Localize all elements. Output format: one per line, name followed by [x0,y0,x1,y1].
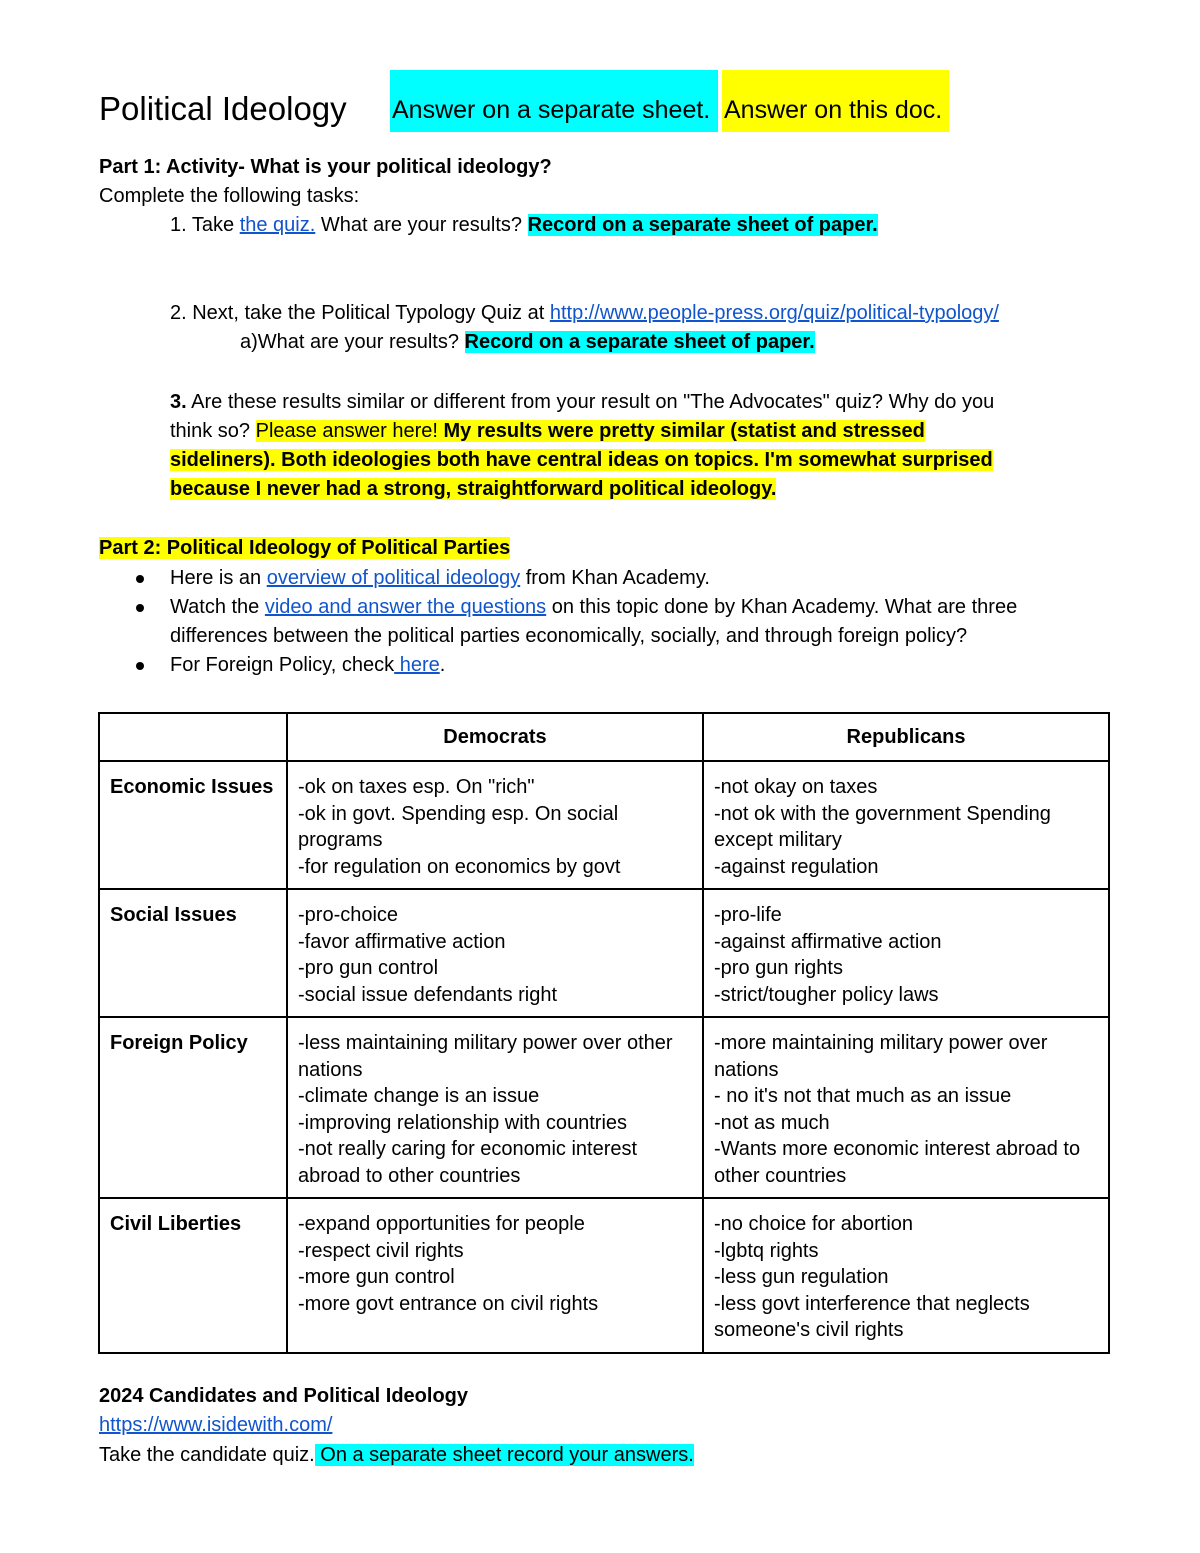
task3-answer-line-3: because I never had a strong, straightforward political ideology. [170,478,777,500]
cell-line: -social issue defendants right [298,983,558,1006]
page-title: Political Ideology [99,90,347,127]
candidates-record-highlight: On a separate sheet record your answers. [314,1444,694,1466]
bullet-dot-icon [136,662,144,670]
cell-line: -pro gun rights [714,957,843,979]
part1-heading: Part 1: Activity- What is your political ideology? [99,156,552,178]
party-comparison-table [98,712,1110,1354]
cell-line: -less gun regulation [714,1266,889,1288]
overview-ideology-link[interactable]: overview of political ideology [266,567,521,589]
part2-heading: Part 2: Political Ideology of Political Parties [99,537,511,559]
table-header-democrats: Democrats [287,713,703,761]
candidates-link-wrap [99,1414,332,1437]
cell-republicans-economic [703,761,1109,889]
table-header-empty [99,713,287,761]
cell-line: -pro-life [714,904,782,926]
task3-answer-line-2: sideliners). Both ideologies both have central ideas on topics. I'm somewhat surprised [170,449,993,471]
task3-answer-line-1: My results were pretty similar (statist and stressed [437,420,925,442]
bullet2-suffix: on this topic done by Khan Academy. What are three [546,596,1018,618]
task-2a [240,331,815,354]
cell-line: -not as much [714,1111,830,1134]
cell-line: -no choice for abortion [714,1213,914,1235]
part2-bullet-3 [170,654,445,677]
cell-line: -less maintaining military power over other nations [298,1032,673,1081]
bullet-dot-icon [136,575,144,583]
cell-line: -climate change is an issue [298,1085,540,1107]
part2-bullet-2 [170,596,1017,619]
cell-line: -lgbtq rights [714,1239,819,1262]
bullet-dot-icon [136,604,144,612]
cell-democrats-social [287,889,703,1017]
answer-on-doc-label: Answer on this doc. [722,70,949,132]
cell-line: -pro gun control [298,957,439,979]
cell-line: -favor affirmative action [298,930,506,953]
foreign-policy-link[interactable]: here [394,654,440,676]
bullet1-suffix: from Khan Academy. [520,567,710,589]
task-3-line-4 [170,478,776,501]
cell-line: -not ok with the government Spending except military [714,802,1051,851]
task3-please-answer: Please answer here! [255,420,438,442]
cell-republicans-foreign [703,1017,1109,1198]
task3-number: 3. [170,391,187,413]
cell-line: -ok on taxes esp. On "rich" [298,776,535,798]
cell-democrats-economic [287,761,703,889]
table-row [99,889,1109,1017]
cell-democrats-civil [287,1198,703,1353]
cell-line: -strict/tougher policy laws [714,983,939,1006]
isidewith-link[interactable]: https://www.isidewith.com/ [99,1414,333,1436]
cell-line: -improving relationship with countries [298,1111,628,1134]
row-label-economic: Economic Issues [99,761,287,889]
cell-republicans-civil [703,1198,1109,1353]
task1-question: What are your results? [315,214,528,236]
bullet3-prefix: For Foreign Policy, check [170,654,395,676]
part2-bullet-1 [170,567,710,590]
cell-line: -not really caring for economic interest abroad to other countries [298,1138,638,1187]
typology-quiz-link[interactable]: http://www.people-press.org/quiz/political-typology/ [549,302,999,324]
cell-democrats-foreign [287,1017,703,1198]
cell-line: -respect civil rights [298,1239,464,1262]
answer-separate-sheet-label: Answer on a separate sheet. [390,70,718,132]
cell-line: - no it's not that much as an issue [714,1085,1012,1107]
task-3 [170,391,994,414]
cell-line: -ok in govt. Spending esp. On social programs [298,802,619,851]
task3-question: Are these results similar or different from your result on "The Advocates" quiz? Why do you [186,391,995,413]
cell-line: -for regulation on economics by govt [298,855,621,878]
candidates-instruction [99,1444,694,1467]
table-row [99,1198,1109,1353]
task1-record-highlight: Record on a separate sheet of paper. [527,214,878,236]
task-2 [170,302,999,325]
row-label-civil-liberties: Civil Liberties [99,1198,287,1353]
video-questions-link[interactable]: video and answer the questions [264,596,547,618]
cell-line: -more gun control [298,1266,455,1288]
candidates-heading: 2024 Candidates and Political Ideology [99,1385,468,1407]
cell-line: -not okay on taxes [714,776,878,798]
task1-prefix: 1. Take [170,214,240,236]
cell-line: -more govt entrance on civil rights [298,1292,599,1315]
table-row [99,761,1109,889]
part2-heading-wrap [99,537,510,560]
cell-line: -Wants more economic interest abroad to other countries [714,1138,1081,1187]
task2-prefix: 2. Next, take the Political Typology Quiz at [170,302,550,324]
cell-line: -against affirmative action [714,930,942,953]
cell-line: -more maintaining military power over nations [714,1032,1048,1081]
cell-line: -expand opportunities for people [298,1213,585,1235]
task-1 [170,214,878,237]
cell-line: -against regulation [714,855,879,878]
table-header-row [99,713,1109,761]
task-3-line-3 [170,449,993,472]
cell-republicans-social [703,889,1109,1017]
task2a-record-highlight: Record on a separate sheet of paper. [464,331,815,353]
task2a-prefix: a)What are your results? [240,331,465,353]
bullet3-suffix: . [439,654,446,676]
bullet2-prefix: Watch the [170,596,265,618]
table-row [99,1017,1109,1198]
cell-line: -pro-choice [298,904,399,926]
quiz-link[interactable]: the quiz. [239,214,316,236]
cell-line: -less govt interference that neglects someone's civil rights [714,1292,1030,1341]
table-header-republicans: Republicans [703,713,1109,761]
bullet1-prefix: Here is an [170,567,267,589]
row-label-foreign-policy: Foreign Policy [99,1017,287,1198]
part1-intro: Complete the following tasks: [99,185,360,207]
task3-line2-prefix: think so? [170,420,256,442]
part2-bullet-2-line-2: differences between the political parties economically, socially, and through foreign policy? [170,625,968,647]
row-label-social: Social Issues [99,889,287,1017]
task-3-line-2 [170,420,925,443]
candidates-quiz-text: Take the candidate quiz. [99,1444,315,1466]
